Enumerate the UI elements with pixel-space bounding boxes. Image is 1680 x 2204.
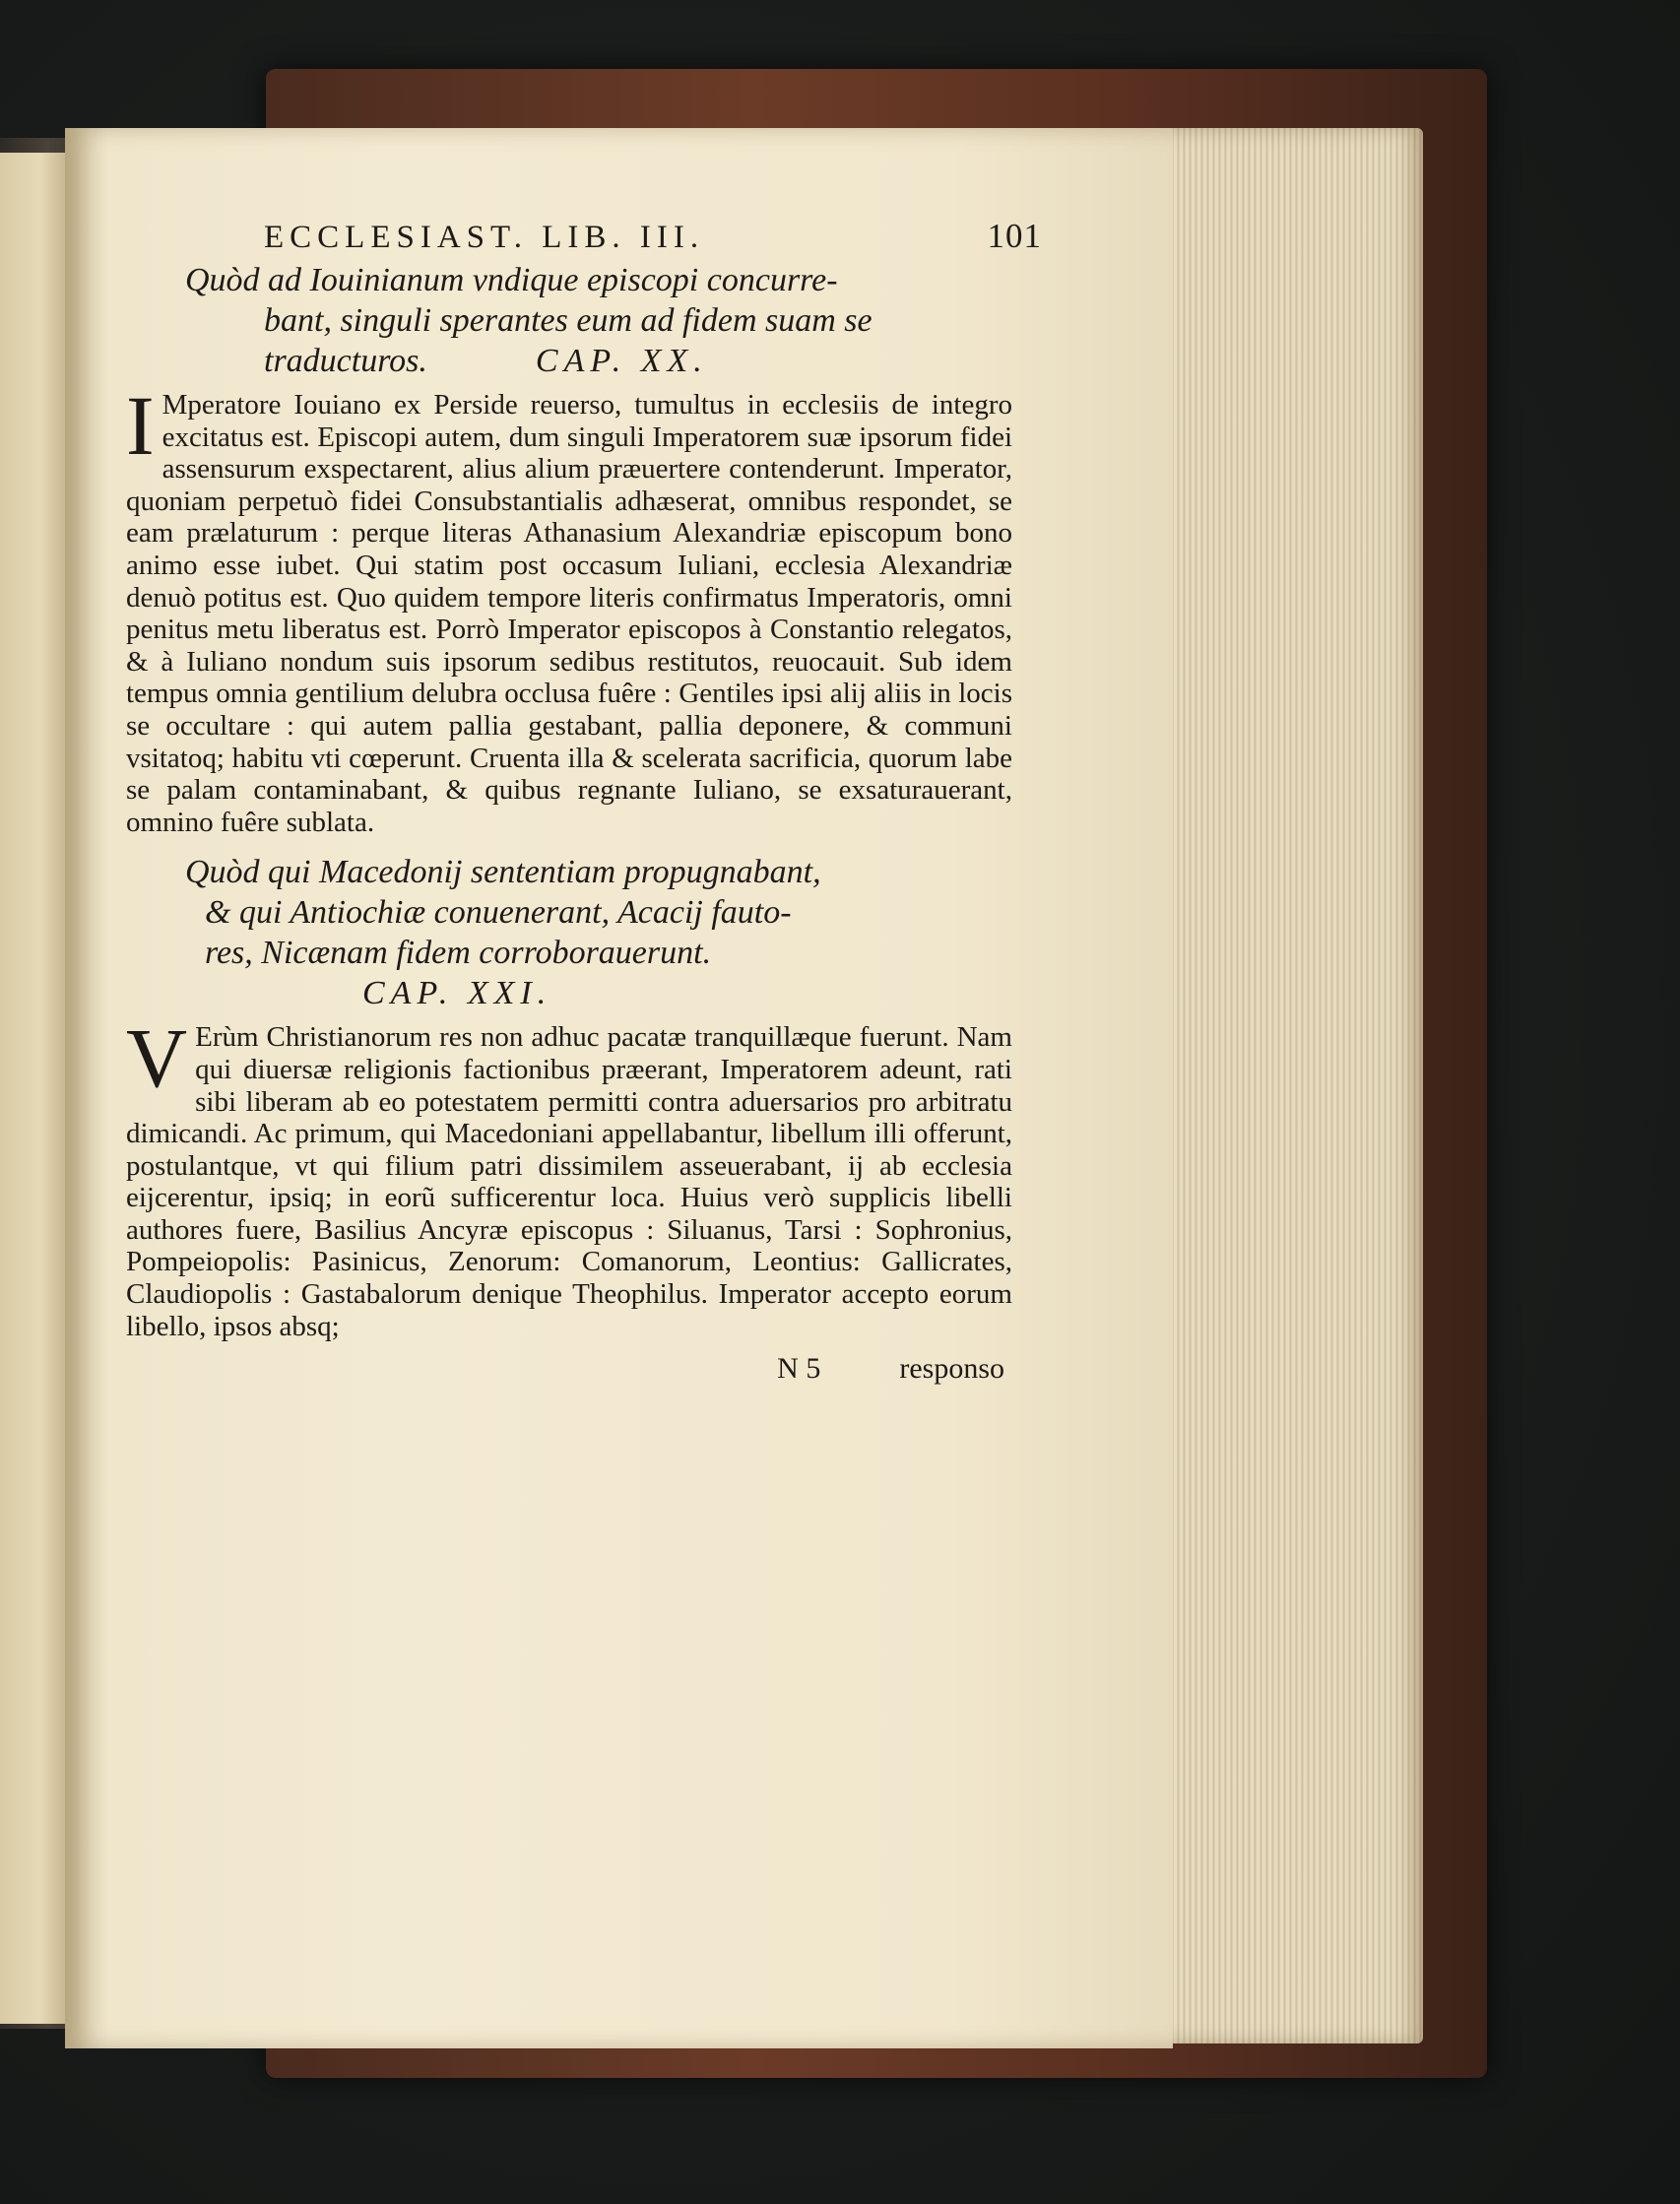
heading-line: res, Nicænam fidem corroborauerunt. <box>205 935 712 972</box>
heading-line: Quòd ad Iouinianum vndique episcopi concurre- <box>185 262 838 298</box>
text-block <box>126 217 1042 1386</box>
paragraph: Mperatore Iouiano ex Perside reuerso, tumultus in ecclesiis de integro excitatus est. Episcopi autem, dum singuli Imperatorem suæ ipsorum fidei assensurum exspectarent, alius alium præuertere contenderunt. Imperator, quoniam perpetuò fidei Consubstantialis adhæserat, omnibus respondet, se eam prælaturum : perque literas Athanasium Alexandriæ episcopum bono animo esse iubet. Qui statim post occasum Iuliani, ecclesia Alexandriæ denuò potitus est. Quo quidem tempore literis confirmatus Imperatoris, omni penitus metu liberatus est. Porrò Imperator episcopos à Constantio relegatos, & à Iuliano nondum suis ipsorum sedibus restitutos, reuocauit. Sub idem tempus omnia gentilium delubra occlusa fuêre : Gentiles ipsi alij aliis in locis se occultare : qui autem pallia gestabant, pallia deponere, & communi vsitatoq; habitu vti cœperunt. Cruenta illa & scelerata sacrificia, quorum labe se palam contaminabant, & quibus regnante Iuliano, se exsaturauerant, omnino fuêre sublata. <box>126 389 1012 838</box>
page-block-edge <box>1162 128 1423 2043</box>
heading-line: Quòd qui Macedonij sententiam propugnabant, <box>185 854 821 891</box>
paragraph: Erùm Christianorum res non adhuc pacatæ tranquillæque fuerunt. Nam qui diuersæ religionis factionibus præerant, Imperatorem adeunt, rati sibi liberam ab eo potestatem permitti contra aduersarios pro arbitratu dimicandi. Ac primum, qui Macedoniani appellabantur, libellum illi offerunt, postulantque, vt qui filium patri dissimilem asseuerabant, ij ab ecclesia eijcerentur, ipsiq; in eorũ sufficerentur loca. Huius verò supplicis libelli authores fuere, Basilius Ancyræ episcopus : Siluanus, Tarsi : Sophronius, Pompeiopolis: Pasinicus, Zenorum: Comanorum, Leontius: Gallicrates, Claudiopolis : Gastabalorum denique Theophilus. Imperator accepto eorum libello, ipsos absq; <box>126 1021 1012 1342</box>
signature-mark: N 5 <box>777 1352 821 1386</box>
page-number: 101 <box>987 217 1042 255</box>
heading-line: traducturos. <box>264 343 427 379</box>
chapter-21-body <box>126 1010 1012 1342</box>
catchword: responso <box>899 1352 1004 1386</box>
left-page-strip <box>0 153 67 2024</box>
heading-line: & qui Antiochiæ conuenerant, Acacij fauto- <box>205 894 792 932</box>
page-footer <box>126 1352 1012 1386</box>
chapter-number: CAP. XXI. <box>362 975 552 1012</box>
chapter-21-heading <box>126 852 1012 1013</box>
running-head <box>264 217 1042 256</box>
drop-capital: V <box>126 1010 188 1106</box>
chapter-20-heading <box>126 260 1012 381</box>
book-page <box>65 128 1173 2048</box>
chapter-20-body <box>126 378 1012 838</box>
chapter-number: CAP. XX. <box>535 343 708 379</box>
heading-line: bant, singuli sperantes eum ad fidem suam se <box>264 302 872 339</box>
heading-last-line <box>126 341 1012 381</box>
running-title: ECCLESIAST. LIB. III. <box>264 220 705 255</box>
drop-capital: I <box>126 378 155 473</box>
